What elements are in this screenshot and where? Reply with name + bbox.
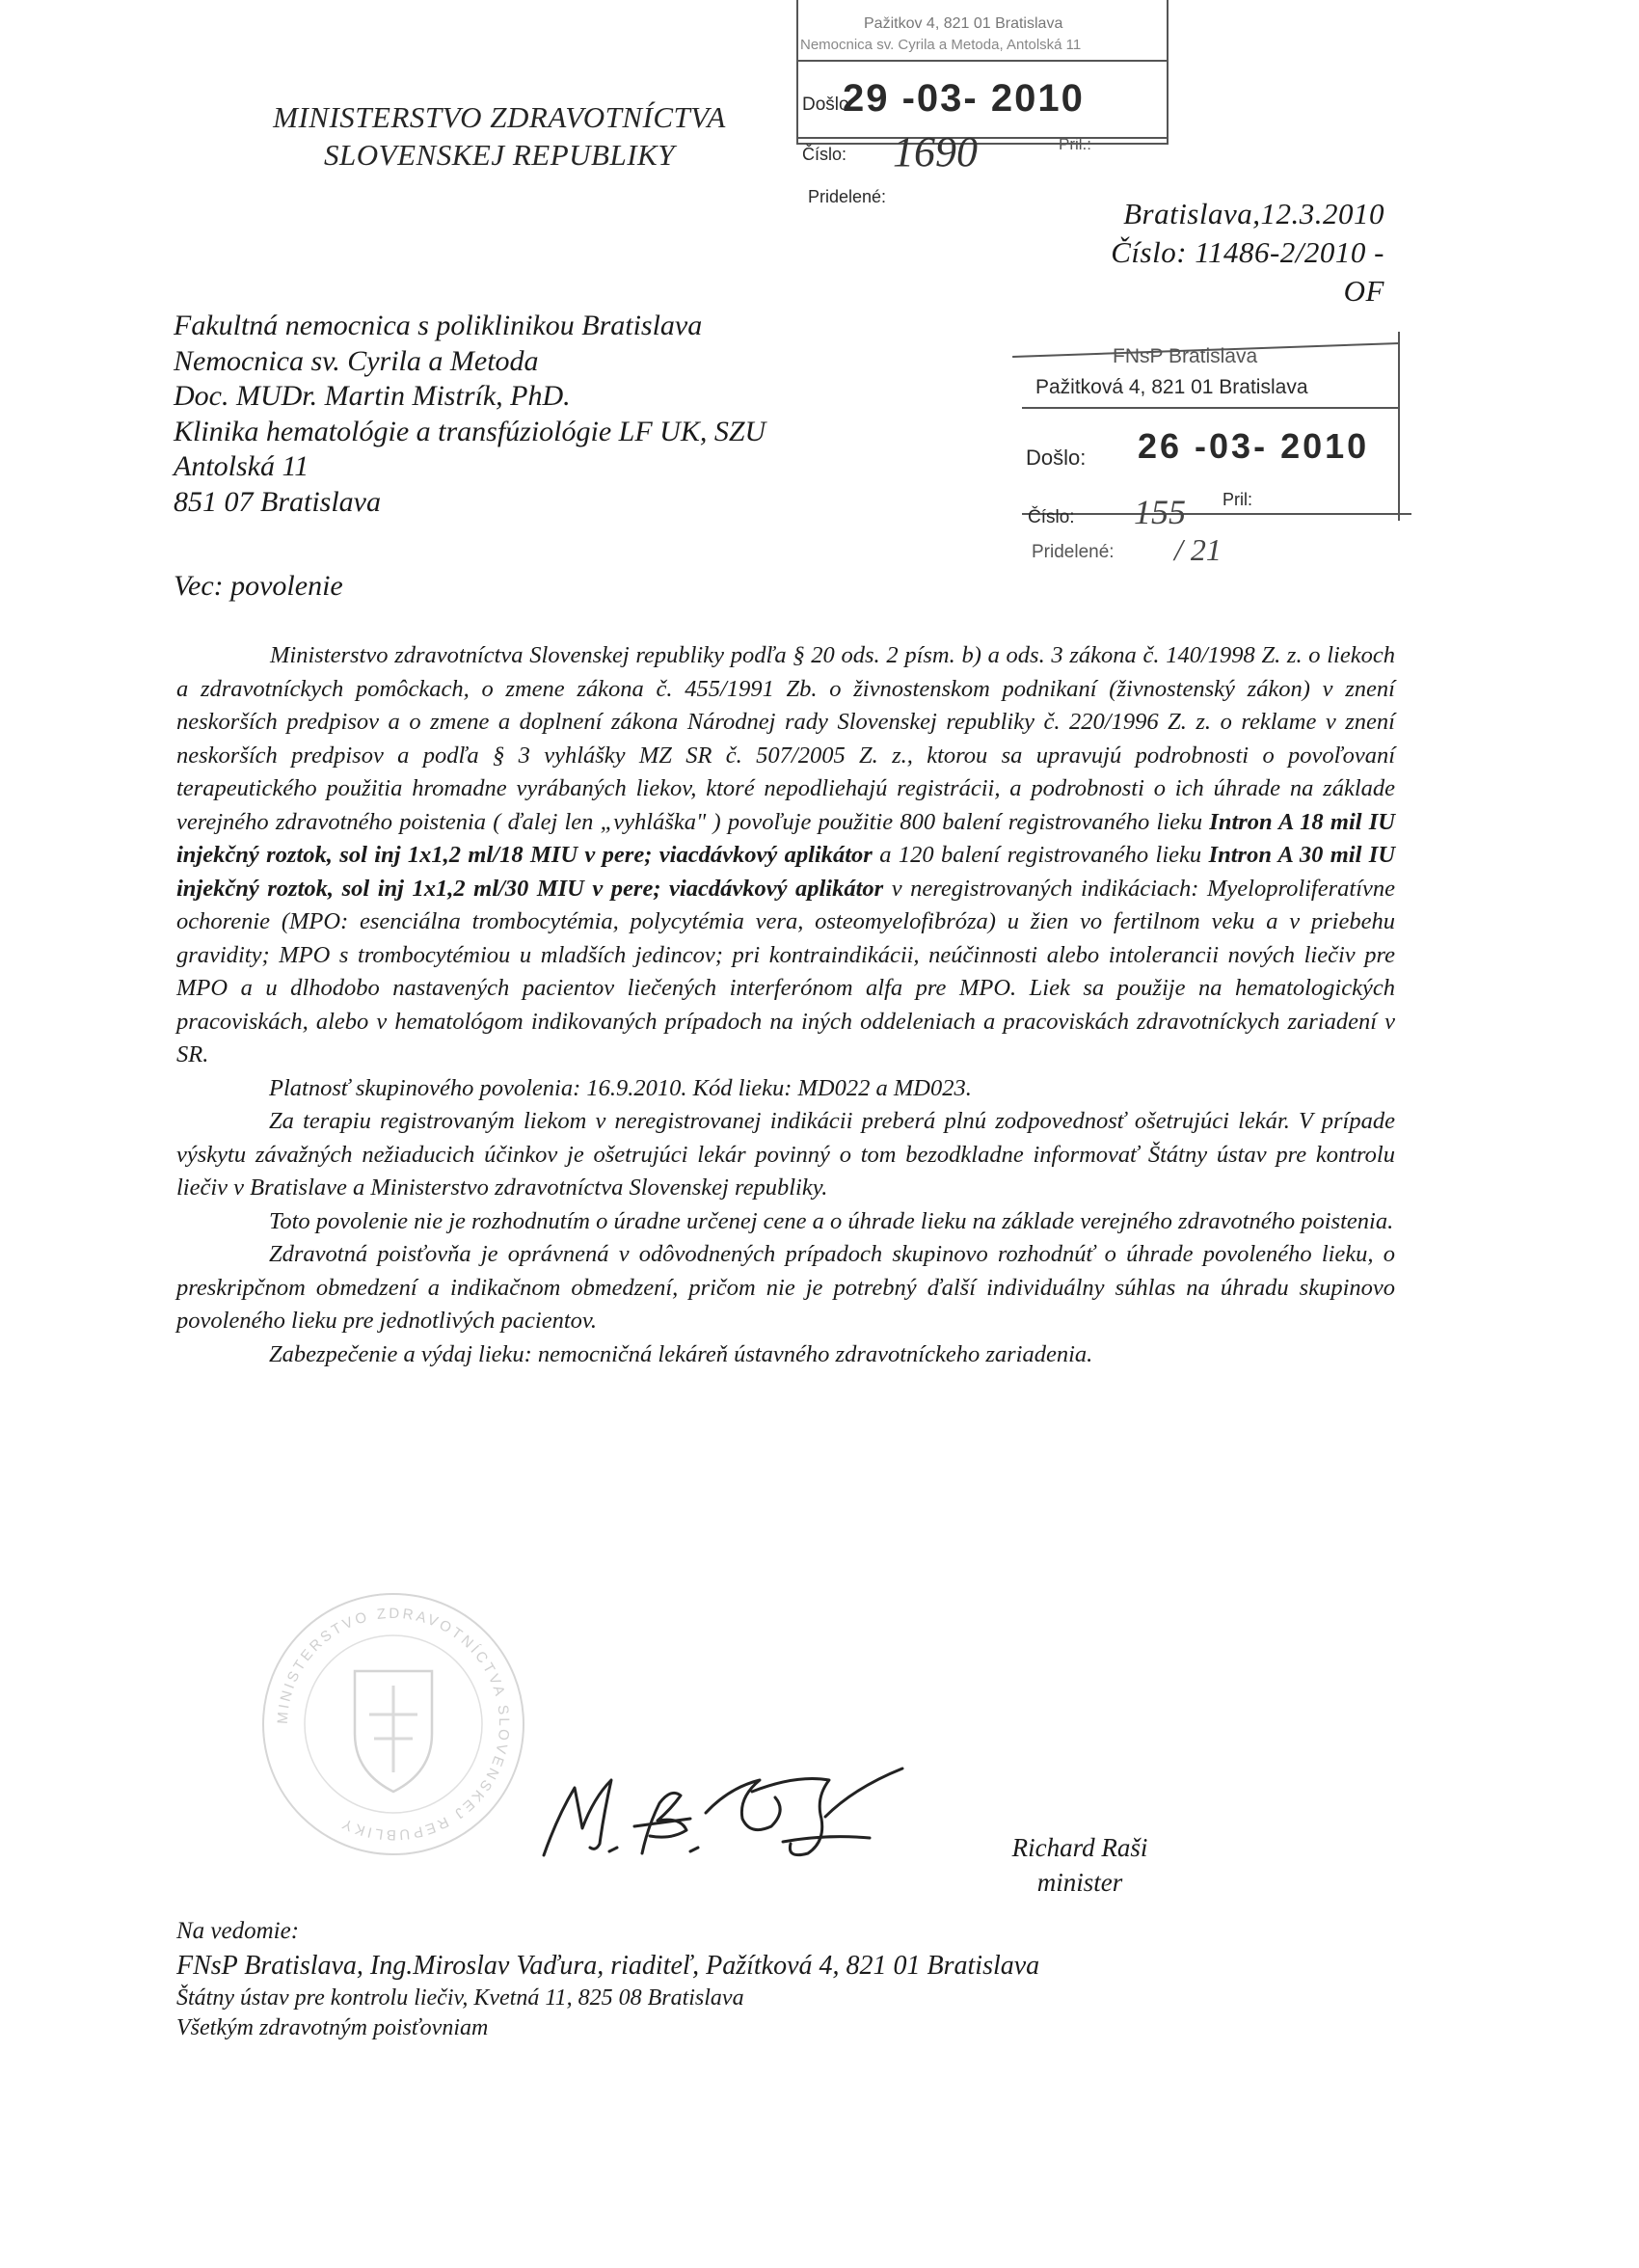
reference-number: Číslo: 11486-2/2010 - OF [1111,235,1384,308]
date-reference-block [1099,195,1384,310]
copies-recipient: Všetkým zdravotným poisťovniam [176,2015,489,2040]
addressee-line: Nemocnica sv. Cyrila a Metoda [174,344,539,377]
body-text: v neregistrovaných indikáciach: Myeloproliferatívne ochorenie (MPO: esenciálna trombocytémia, polycytémia vera, osteomyelofibróza) u žien vo fertilnom veku a v priebehu gravidity; MPO s trombocytémiou u mladších jedincov; pri kontraindikácii, neúčinnosti alebo intolerancii nových liečiv pre MPO a u dlhodobo nastavených pacientov liečených interferónom alfa pre MPO. Liek sa použije na hematologických pracoviskách, alebo v hematológom indikovaných prípadoch na iných oddeleniach a pracoviskách zdravotníckych zariadení v SR. [176,875,1396,1067]
handwritten-signature [536,1759,918,1865]
stamp-assigned-handwritten: / 21 [1174,532,1222,567]
stamp-received-label: Došlo: [802,94,854,115]
stamp-divider [1398,332,1400,521]
stamp-attachment-label: Pril.: [1059,135,1091,153]
stamp-received-label: Došlo: [1026,446,1087,470]
stamp-number-label: Číslo: [1028,507,1075,527]
addressee-line: Klinika hematológie a transfúziológie LF UK, SZU [174,415,766,447]
stamp-attachment-label: Pril: [1223,490,1252,509]
seal-text: MINISTERSTVO ZDRAVOTNÍCTVA SLOVENSKEJ REPUBLIKY [274,1605,513,1844]
stamp-institution-line: FNsP Bratislava [1113,345,1258,367]
copies-block [176,1914,1039,2043]
addressee-line: Antolská 11 [174,450,309,482]
stamp-divider [1022,513,1411,515]
body-paragraph: Za terapiu registrovaným liekom v neregistrovanej indikácii preberá plnú zodpovednosť ošetrujúci lekár. V prípade výskytu závažných nežiaducich účinkov je ošetrujúci lekár povinný o tom bezodkladne informovať Štátny ústav pre kontrolu liečiv v Bratislave a Ministerstvo zdravotníctva Slovenskej republiky. [176,1108,1395,1201]
stamp-number-label: Číslo: [802,145,847,164]
stamp-divider [1022,407,1398,409]
body-text: a 120 balení registrovaného lieku [879,842,1202,868]
addressee-line: Doc. MUDr. Martin Mistrík, PhD. [174,380,571,412]
signer-title: minister [1036,1868,1123,1897]
copies-recipient: FNsP Bratislava, Ing.Miroslav Vaďura, riaditeľ, Pažítková 4, 821 01 Bratislava [176,1951,1040,1981]
letter-body [176,639,1395,1371]
body-text: Ministerstvo zdravotníctva Slovenskej republiky podľa § 20 ods. 2 písm. b) a ods. 3 zákona č. 140/1998 Z. z. o liekoch a zdravotníckych pomôckach, o zmene zákona č. 455/1991 Zb. o živnostenskom podnikaní (živnostenský zákon) v znení neskorších predpisov a o zmene a doplnení zákona Národnej rady Slovenskej republiky č. 220/1996 Z. z. o reklame v znení neskorších predpisov a podľa § 3 vyhlášky MZ SR č. 507/2005 Z. z., ktorou sa upravujú podrobnosti o povoľovaní terapeutického použitia hromadne vyrábaných liekov, ktoré nepodliehajú registrácii, a podrobnosti o ich úhrade na základe verejného zdravotného poistenia ( ďalej len „vyhláška" ) povoľuje použitie 800 balení registrovaného lieku [176,642,1395,835]
stamp-divider [796,60,1167,62]
stamp-received-date: 29 -03- 2010 [843,77,1085,120]
stamp-assigned-label: Pridelené: [1032,542,1115,562]
stamp-institution-line: Nemocnica sv. Cyrila a Metoda, Antolská 11 [800,37,1082,53]
stamp-assigned-label: Pridelené: [808,187,887,206]
signer-name: Richard Raši [1011,1833,1148,1862]
addressee-line: Fakultná nemocnica s poliklinikou Bratislava [174,310,703,341]
receipt-stamp-fnsp [1012,318,1408,569]
body-paragraph: Zdravotná poisťovňa je oprávnená v odôvodnených prípadoch skupinovo rozhodnúť o úhrade povoleného lieku, o preskripčnom obmedzení a indikačnom obmedzení, pričom nie je potrebný ďalší individuálny súhlas na úhradu skupinovo povoleného lieku pre jednotlivých pacientov. [176,1241,1395,1334]
copies-recipient: Štátny ústav pre kontrolu liečiv, Kvetná 11, 825 08 Bratislava [176,1985,744,2011]
drug-name-bold: Intron A 18 mil IU injekčný roztok, sol inj 1x1,2 ml/18 MIU v pere; viacdávkový aplikátor [176,808,1395,868]
body-paragraph: Zabezpečenie a výdaj lieku: nemocničná lekáreň ústavného zdravotníckeho zariadenia. [269,1340,1093,1367]
body-paragraph: Toto povolenie nie je rozhodnutím o úradne určenej cene a o úhrade lieku na základe verejného zdravotného poistenia. [269,1207,1394,1234]
stamp-divider [796,137,1167,139]
ministry-line-1: MINISTERSTVO ZDRAVOTNÍCTVA [273,100,726,134]
addressee-line: 851 07 Bratislava [174,485,381,518]
subject-line: Vec: povolenie [174,570,343,602]
signer-block [974,1830,1186,1900]
addressee-block [174,309,766,520]
drug-name-bold: Intron A 30 mil IU injekčný roztok, sol inj 1x1,2 ml/30 MIU v pere; viacdávkový aplikátor [176,842,1396,902]
stamp-address-line: Pažitkov 4, 821 01 Bratislava [864,15,1063,32]
stamp-address-line: Pažitková 4, 821 01 Bratislava [1035,376,1308,398]
official-seal [249,1580,538,1869]
place-date: Bratislava,12.3.2010 [1123,197,1384,230]
copies-label: Na vedomie: [176,1918,300,1944]
ministry-line-2: SLOVENSKEJ REPUBLIKY [324,138,675,172]
stamp-received-date: 26 -03- 2010 [1138,426,1370,466]
ministry-header [249,98,750,174]
stamp-number-handwritten: 1690 [893,128,978,176]
body-paragraph: Platnosť skupinového povolenia: 16.9.2010. Kód lieku: MD022 a MD023. [269,1074,972,1101]
body-paragraph [176,639,1395,1072]
stamp-number-handwritten: 155 [1134,493,1186,531]
receipt-stamp-hospital [796,0,1169,174]
